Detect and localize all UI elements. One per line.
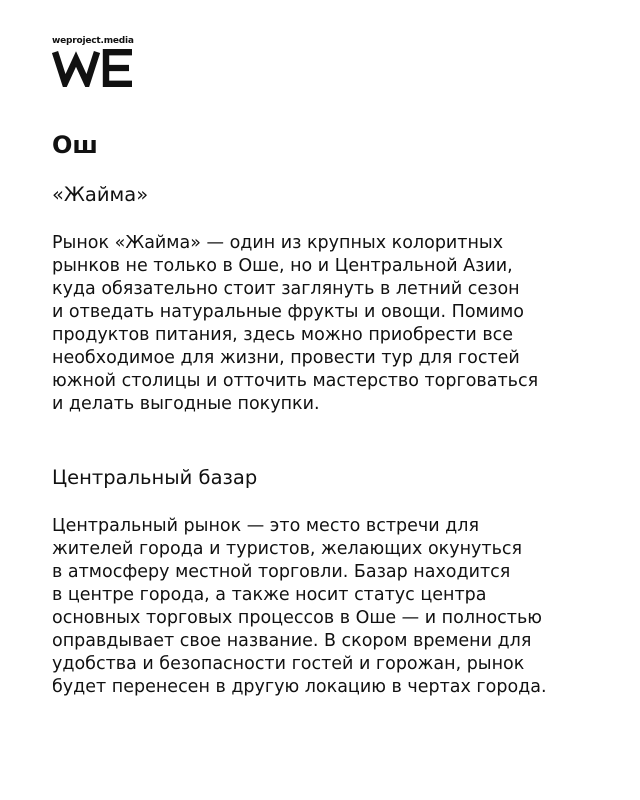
section-heading-zhaima: «Жайма» xyxy=(52,183,149,206)
text-line: Рынок «Жайма» — один из крупных колоритных xyxy=(52,233,504,253)
text-line: и делать выгодные покупки. xyxy=(52,394,320,414)
text-line: удобства и безопасности гостей и горожан, рынок xyxy=(52,654,525,674)
text-line: и отведать натуральные фрукты и овощи. Помимо xyxy=(52,302,525,322)
text-line: оправдывает свое название. В скором времени для xyxy=(52,631,532,651)
text-line: рынков не только в Оше, но и Центральной Азии, xyxy=(52,256,513,276)
text-line: в атмосферу местной торговли. Базар находится xyxy=(52,562,511,582)
section-heading-central-bazaar: Центральный базар xyxy=(52,466,258,489)
text-line: будет перенесен в другую локацию в чертах города. xyxy=(52,677,547,697)
text-line: в центре города, а также носит статус центра xyxy=(52,585,487,605)
section-body-zhaima xyxy=(52,232,612,416)
brand-block xyxy=(52,36,152,87)
page-title: Ош xyxy=(52,131,98,159)
text-line: жителей города и туристов, желающих окунуться xyxy=(52,539,523,559)
text-line: Центральный рынок — это место встречи для xyxy=(52,516,479,536)
text-line: южной столицы и отточить мастерство торговаться xyxy=(52,371,539,391)
text-line: продуктов питания, здесь можно приобрести все xyxy=(52,325,514,345)
text-line: необходимое для жизни, провести тур для гостей xyxy=(52,348,520,368)
we-logo xyxy=(52,49,134,87)
section-body-central-bazaar xyxy=(52,515,612,699)
text-line: куда обязательно стоит заглянуть в летний сезон xyxy=(52,279,520,299)
text-line: основных торговых процессов в Оше — и полностью xyxy=(52,608,543,628)
brand-site-url: weproject.media xyxy=(52,36,134,46)
